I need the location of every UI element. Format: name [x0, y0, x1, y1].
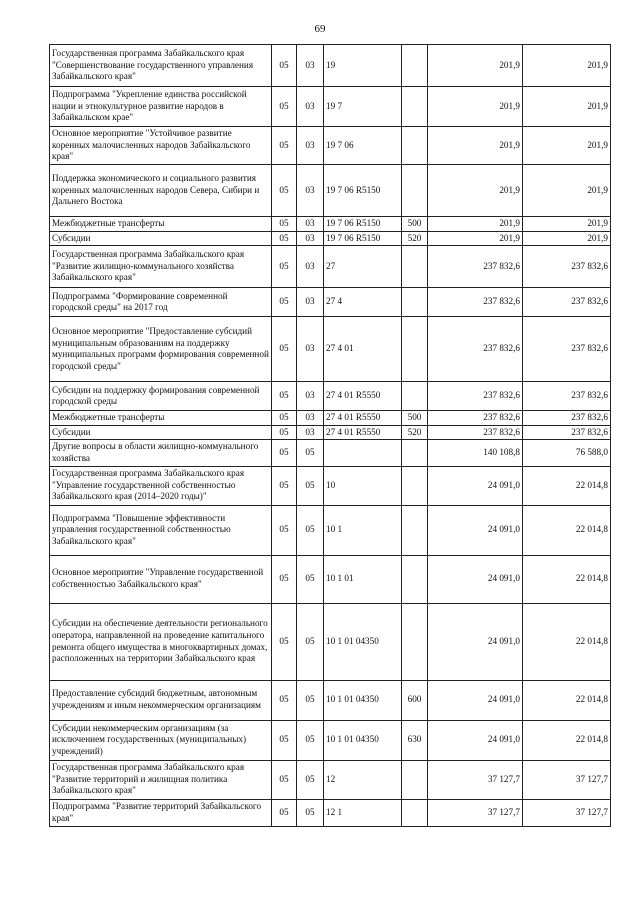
section-code-cell: 05: [272, 505, 297, 555]
expense-name-cell: Подпрограмма "Повышение эффективности управления государственной собственностью Забайкальского края": [50, 505, 272, 555]
expense-type-cell: [402, 87, 428, 127]
target-article-cell: 10 1 01: [324, 555, 402, 603]
expense-type-cell: [402, 45, 428, 87]
amount-year2-cell: 76 588,0: [523, 440, 611, 466]
table-row: [50, 382, 611, 411]
subsection-code-cell: 05: [297, 603, 324, 680]
amount-year1-cell: 24 091,0: [428, 720, 523, 760]
amount-year2-cell: 201,9: [523, 127, 611, 165]
expense-type-cell: [402, 505, 428, 555]
amount-year2-cell: 37 127,7: [523, 760, 611, 799]
expense-name-cell: Другие вопросы в области жилищно-коммунального хозяйства: [50, 440, 272, 466]
table-row: [50, 425, 611, 440]
table-row: [50, 466, 611, 505]
amount-year2-cell: 201,9: [523, 231, 611, 246]
expense-name-cell: Подпрограмма "Развитие территорий Забайкальского края": [50, 799, 272, 826]
section-code-cell: 05: [272, 425, 297, 440]
subsection-code-cell: 03: [297, 231, 324, 246]
amount-year1-cell: 24 091,0: [428, 505, 523, 555]
amount-year1-cell: 237 832,6: [428, 382, 523, 411]
amount-year1-cell: 24 091,0: [428, 466, 523, 505]
expense-type-cell: [402, 760, 428, 799]
table-row: [50, 505, 611, 555]
subsection-code-cell: 03: [297, 165, 324, 217]
amount-year1-cell: 237 832,6: [428, 317, 523, 382]
expense-name-cell: Основное мероприятие "Устойчивое развитие коренных малочисленных народов Забайкальского края": [50, 127, 272, 165]
target-article-cell: 27 4 01 R5550: [324, 425, 402, 440]
amount-year2-cell: 237 832,6: [523, 382, 611, 411]
expense-name-cell: Субсидии: [50, 425, 272, 440]
amount-year1-cell: 201,9: [428, 217, 523, 232]
amount-year2-cell: 201,9: [523, 87, 611, 127]
section-code-cell: 05: [272, 411, 297, 426]
expense-name-cell: Субсидии на поддержку формирования современной городской среды: [50, 382, 272, 411]
amount-year1-cell: 201,9: [428, 127, 523, 165]
expense-type-cell: [402, 466, 428, 505]
page-number: 69: [314, 23, 326, 35]
expense-type-cell: [402, 317, 428, 382]
subsection-code-cell: 03: [297, 217, 324, 232]
target-article-cell: 27 4 01 R5550: [324, 382, 402, 411]
amount-year2-cell: 201,9: [523, 165, 611, 217]
amount-year1-cell: 140 108,8: [428, 440, 523, 466]
target-article-cell: 19 7 06: [324, 127, 402, 165]
table-row: [50, 440, 611, 466]
budget-table: [49, 44, 611, 827]
section-code-cell: 05: [272, 87, 297, 127]
amount-year1-cell: 237 832,6: [428, 411, 523, 426]
amount-year2-cell: 201,9: [523, 45, 611, 87]
target-article-cell: 12: [324, 760, 402, 799]
target-article-cell: 10 1: [324, 505, 402, 555]
subsection-code-cell: 05: [297, 680, 324, 720]
amount-year2-cell: 237 832,6: [523, 411, 611, 426]
expense-type-cell: 630: [402, 720, 428, 760]
amount-year1-cell: 237 832,6: [428, 425, 523, 440]
subsection-code-cell: 03: [297, 317, 324, 382]
target-article-cell: 12 1: [324, 799, 402, 826]
amount-year2-cell: 22 014,8: [523, 603, 611, 680]
expense-name-cell: Государственная программа Забайкальского края "Развитие жилищно-коммунального хозяйства Забайкальского края": [50, 246, 272, 288]
amount-year1-cell: 37 127,7: [428, 799, 523, 826]
budget-table-body: [50, 45, 611, 827]
expense-name-cell: Поддержка экономического и социального развития коренных малочисленных народов Севера, Сибири и Дальнего Востока: [50, 165, 272, 217]
table-row: [50, 165, 611, 217]
amount-year2-cell: 201,9: [523, 217, 611, 232]
section-code-cell: 05: [272, 440, 297, 466]
expense-type-cell: [402, 440, 428, 466]
section-code-cell: 05: [272, 603, 297, 680]
amount-year1-cell: 24 091,0: [428, 603, 523, 680]
expense-type-cell: 600: [402, 680, 428, 720]
amount-year2-cell: 22 014,8: [523, 680, 611, 720]
amount-year1-cell: 24 091,0: [428, 680, 523, 720]
target-article-cell: 27 4 01: [324, 317, 402, 382]
target-article-cell: 10 1 01 04350: [324, 720, 402, 760]
section-code-cell: 05: [272, 165, 297, 217]
expense-name-cell: Государственная программа Забайкальского края "Управление государственной собственностью Забайкальского края (2014–2020 годы)": [50, 466, 272, 505]
expense-name-cell: Предоставление субсидий бюджетным, автономным учреждениям и иным некоммерческим организациям: [50, 680, 272, 720]
expense-type-cell: 520: [402, 231, 428, 246]
expense-type-cell: [402, 555, 428, 603]
section-code-cell: 05: [272, 317, 297, 382]
target-article-cell: 19 7: [324, 87, 402, 127]
section-code-cell: 05: [272, 680, 297, 720]
table-row: [50, 231, 611, 246]
table-row: [50, 317, 611, 382]
amount-year1-cell: 201,9: [428, 87, 523, 127]
expense-name-cell: Субсидии: [50, 231, 272, 246]
expense-name-cell: Основное мероприятие "Управление государственной собственностью Забайкальского края": [50, 555, 272, 603]
section-code-cell: 05: [272, 799, 297, 826]
subsection-code-cell: 03: [297, 425, 324, 440]
subsection-code-cell: 05: [297, 760, 324, 799]
subsection-code-cell: 05: [297, 720, 324, 760]
expense-type-cell: [402, 165, 428, 217]
table-row: [50, 246, 611, 288]
amount-year2-cell: 22 014,8: [523, 505, 611, 555]
section-code-cell: 05: [272, 555, 297, 603]
subsection-code-cell: 03: [297, 127, 324, 165]
amount-year1-cell: 201,9: [428, 231, 523, 246]
table-row: [50, 760, 611, 799]
amount-year2-cell: 237 832,6: [523, 317, 611, 382]
expense-name-cell: Подпрограмма "Формирование современной городской среды" на 2017 год: [50, 288, 272, 317]
section-code-cell: 05: [272, 288, 297, 317]
table-row: [50, 603, 611, 680]
target-article-cell: [324, 440, 402, 466]
section-code-cell: 05: [272, 720, 297, 760]
target-article-cell: 27: [324, 246, 402, 288]
subsection-code-cell: 03: [297, 288, 324, 317]
subsection-code-cell: 05: [297, 555, 324, 603]
section-code-cell: 05: [272, 246, 297, 288]
subsection-code-cell: 05: [297, 799, 324, 826]
target-article-cell: 19 7 06 R5150: [324, 231, 402, 246]
subsection-code-cell: 03: [297, 246, 324, 288]
amount-year1-cell: 237 832,6: [428, 246, 523, 288]
section-code-cell: 05: [272, 466, 297, 505]
expense-name-cell: Государственная программа Забайкальского края "Развитие территорий и жилищная политика Забайкальского края": [50, 760, 272, 799]
table-row: [50, 680, 611, 720]
target-article-cell: 27 4: [324, 288, 402, 317]
target-article-cell: 19 7 06 R5150: [324, 165, 402, 217]
expense-name-cell: Субсидии некоммерческим организациям (за исключением государственных (муниципальных) учреждений): [50, 720, 272, 760]
expense-name-cell: Государственная программа Забайкальского края "Совершенствование государственного управления Забайкальского края": [50, 45, 272, 87]
table-row: [50, 720, 611, 760]
amount-year1-cell: 237 832,6: [428, 288, 523, 317]
section-code-cell: 05: [272, 45, 297, 87]
subsection-code-cell: 03: [297, 382, 324, 411]
table-row: [50, 127, 611, 165]
section-code-cell: 05: [272, 127, 297, 165]
table-row: [50, 217, 611, 232]
expense-type-cell: 500: [402, 411, 428, 426]
expense-name-cell: Межбюджетные трансферты: [50, 411, 272, 426]
amount-year2-cell: 237 832,6: [523, 425, 611, 440]
amount-year1-cell: 201,9: [428, 165, 523, 217]
expense-type-cell: 500: [402, 217, 428, 232]
amount-year2-cell: 237 832,6: [523, 288, 611, 317]
amount-year1-cell: 201,9: [428, 45, 523, 87]
amount-year2-cell: 37 127,7: [523, 799, 611, 826]
amount-year2-cell: 237 832,6: [523, 246, 611, 288]
amount-year1-cell: 37 127,7: [428, 760, 523, 799]
target-article-cell: 10: [324, 466, 402, 505]
expense-type-cell: [402, 246, 428, 288]
table-row: [50, 799, 611, 826]
section-code-cell: 05: [272, 382, 297, 411]
section-code-cell: 05: [272, 217, 297, 232]
expense-name-cell: Подпрограмма "Укрепление единства российской нации и этнокультурное развитие народов в Забайкальском крае": [50, 87, 272, 127]
target-article-cell: 19 7 06 R5150: [324, 217, 402, 232]
target-article-cell: 10 1 01 04350: [324, 603, 402, 680]
target-article-cell: 27 4 01 R5550: [324, 411, 402, 426]
expense-type-cell: [402, 603, 428, 680]
expense-name-cell: Основное мероприятие "Предоставление субсидий муниципальным образованиям на поддержку муниципальных программ формирования современной городской среды": [50, 317, 272, 382]
amount-year2-cell: 22 014,8: [523, 555, 611, 603]
table-row: [50, 288, 611, 317]
expense-type-cell: 520: [402, 425, 428, 440]
expense-type-cell: [402, 127, 428, 165]
amount-year2-cell: 22 014,8: [523, 720, 611, 760]
expense-name-cell: Межбюджетные трансферты: [50, 217, 272, 232]
expense-type-cell: [402, 799, 428, 826]
table-row: [50, 411, 611, 426]
table-row: [50, 555, 611, 603]
expense-type-cell: [402, 288, 428, 317]
subsection-code-cell: 03: [297, 87, 324, 127]
expense-type-cell: [402, 382, 428, 411]
subsection-code-cell: 03: [297, 411, 324, 426]
subsection-code-cell: 05: [297, 440, 324, 466]
expense-name-cell: Субсидии на обеспечение деятельности регионального оператора, направленной на проведение капитального ремонта общего имущества в многоквартирных домах, расположенных на территории Забайкальского края: [50, 603, 272, 680]
subsection-code-cell: 05: [297, 505, 324, 555]
section-code-cell: 05: [272, 231, 297, 246]
amount-year2-cell: 22 014,8: [523, 466, 611, 505]
subsection-code-cell: 05: [297, 466, 324, 505]
table-row: [50, 87, 611, 127]
target-article-cell: 19: [324, 45, 402, 87]
amount-year1-cell: 24 091,0: [428, 555, 523, 603]
target-article-cell: 10 1 01 04350: [324, 680, 402, 720]
table-row: [50, 45, 611, 87]
subsection-code-cell: 03: [297, 45, 324, 87]
section-code-cell: 05: [272, 760, 297, 799]
